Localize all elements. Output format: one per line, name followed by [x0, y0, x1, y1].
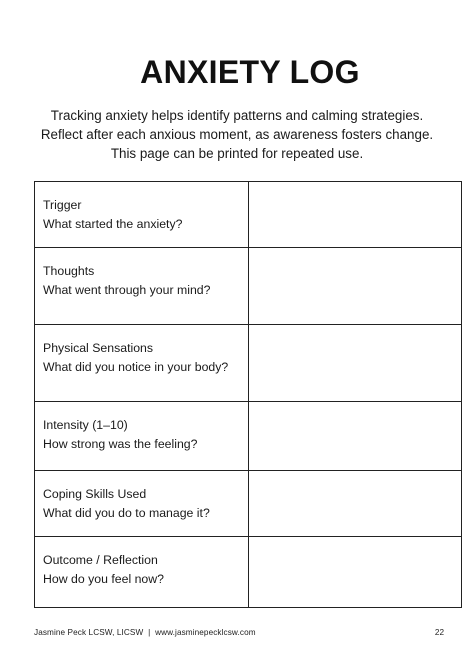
table-row-outcome	[35, 537, 462, 608]
page-title: ANXIETY LOG	[140, 54, 360, 90]
intro-text: Tracking anxiety helps identify patterns and calming strategies. Reflect after each anxious moment, as awareness fosters change. This page can be printed for repeated use.	[40, 108, 434, 161]
prompt-title: Trigger	[43, 198, 82, 212]
prompt-title: Thoughts	[43, 264, 95, 278]
table-row-trigger	[35, 182, 462, 248]
prompt-question: What went through your mind?	[43, 282, 211, 297]
prompt-question: What started the anxiety?	[43, 216, 183, 231]
prompt-question: How do you feel now?	[43, 571, 164, 586]
answer-cell	[249, 325, 462, 402]
table-row-thoughts	[35, 248, 462, 325]
prompt-title: Physical Sensations	[43, 341, 154, 355]
anxiety-log-table	[34, 181, 462, 608]
prompt-cell	[35, 325, 249, 402]
answer-cell	[249, 182, 462, 248]
footer-credit	[34, 628, 256, 637]
prompt-cell	[35, 248, 249, 325]
footer-author: Jasmine Peck LCSW, LICSW	[34, 628, 144, 637]
prompt-question: What did you notice in your body?	[43, 359, 229, 374]
prompt-question: How strong was the feeling?	[43, 436, 198, 451]
prompt-cell	[35, 182, 249, 248]
prompt-cell	[35, 402, 249, 471]
page-number: 22	[434, 628, 444, 637]
prompt-title: Intensity (1–10)	[43, 418, 128, 432]
prompt-title: Coping Skills Used	[43, 487, 147, 501]
answer-cell	[249, 537, 462, 608]
table-row-physical-sensations	[35, 325, 462, 402]
prompt-question: What did you do to manage it?	[43, 505, 210, 520]
answer-cell	[249, 248, 462, 325]
table-row-intensity	[35, 402, 462, 471]
prompt-title: Outcome / Reflection	[43, 553, 158, 567]
table-row-coping-skills	[35, 471, 462, 537]
answer-cell	[249, 402, 462, 471]
prompt-cell	[35, 537, 249, 608]
prompt-cell	[35, 471, 249, 537]
footer-website: www.jasminepecklcsw.com	[155, 628, 256, 637]
answer-cell	[249, 471, 462, 537]
footer-separator: |	[148, 628, 151, 637]
